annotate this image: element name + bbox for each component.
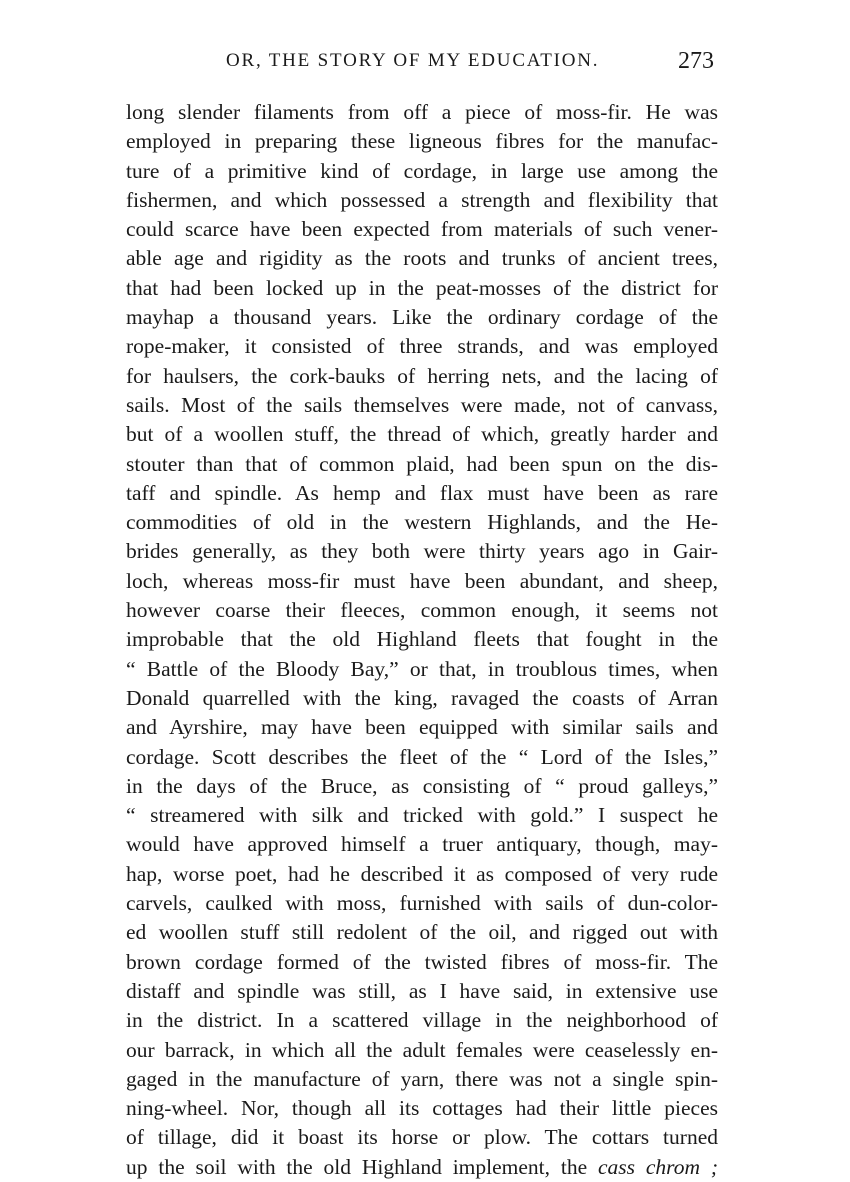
- text-line: would have approved himself a truer antiquary, though, may-: [126, 832, 718, 857]
- text-line: “ Battle of the Bloody Bay,” or that, in troublous times, when: [126, 656, 718, 681]
- text-line: employed in preparing these ligneous fibres for the manufac-: [126, 129, 718, 154]
- body-text: [126, 98, 718, 1182]
- last-line-italic: cass chrom ;: [597, 1154, 718, 1179]
- text-line: hap, worse poet, had he described it as composed of very rude: [126, 861, 718, 886]
- text-line: for haulsers, the cork-bauks of herring nets, and the lacing of: [126, 363, 718, 388]
- text-line: our barrack, in which all the adult females were ceaselessly en-: [126, 1037, 718, 1062]
- text-line: loch, whereas moss-fir must have been abundant, and sheep,: [126, 568, 718, 593]
- text-line: distaff and spindle was still, as I have said, in extensive use: [126, 978, 718, 1003]
- running-title: OR, THE STORY OF MY EDUCATION.: [226, 50, 600, 71]
- text-line: could scarce have been expected from materials of such vener-: [126, 217, 718, 242]
- text-line: mayhap a thousand years. Like the ordinary cordage of the: [126, 305, 718, 330]
- text-line: ture of a primitive kind of cordage, in large use among the: [126, 158, 718, 183]
- text-line: able age and rigidity as the roots and trunks of ancient trees,: [126, 246, 718, 271]
- text-line: ed woollen stuff still redolent of the oil, and rigged out with: [126, 920, 718, 945]
- text-line: Donald quarrelled with the king, ravaged the coasts of Arran: [126, 685, 718, 710]
- text-line: brown cordage formed of the twisted fibres of moss-fir. The: [126, 949, 718, 974]
- text-line: sails. Most of the sails themselves were made, not of canvass,: [126, 392, 718, 417]
- text-line: ning-wheel. Nor, though all its cottages had their little pieces: [126, 1096, 718, 1121]
- text-line: in the days of the Bruce, as consisting of “ proud galleys,”: [126, 773, 718, 798]
- text-line: “ streamered with silk and tricked with gold.” I suspect he: [126, 803, 718, 828]
- text-line: improbable that the old Highland fleets that fought in the: [126, 627, 718, 652]
- text-line-last: [126, 1153, 718, 1182]
- text-line: in the district. In a scattered village in the neighborhood of: [126, 1008, 718, 1033]
- text-line: cordage. Scott describes the fleet of the “ Lord of the Isles,”: [126, 744, 718, 769]
- text-line: of tillage, did it boast its horse or plow. The cottars turned: [126, 1125, 718, 1150]
- text-line: that had been locked up in the peat-mosses of the district for: [126, 275, 718, 300]
- last-line-text: up the soil with the old Highland implement, the: [126, 1154, 598, 1179]
- text-line: taff and spindle. As hemp and flax must have been as rare: [126, 480, 718, 505]
- text-line: gaged in the manufacture of yarn, there was not a single spin-: [126, 1066, 718, 1091]
- running-header: [126, 48, 718, 84]
- text-line: but of a woollen stuff, the thread of which, greatly harder and: [126, 422, 718, 447]
- text-line: long slender filaments from off a piece of moss-fir. He was: [126, 100, 718, 124]
- text-line: brides generally, as they both were thirty years ago in Gair-: [126, 539, 718, 564]
- book-page: [126, 48, 718, 1182]
- text-line: carvels, caulked with moss, furnished with sails of dun-color-: [126, 891, 718, 916]
- text-line: and Ayrshire, may have been equipped with similar sails and: [126, 715, 718, 740]
- text-line: commodities of old in the western Highlands, and the He-: [126, 510, 718, 535]
- text-line: however coarse their fleeces, common enough, it seems not: [126, 598, 718, 623]
- text-line: fishermen, and which possessed a strength and flexibility that: [126, 187, 718, 212]
- text-line: rope-maker, it consisted of three strands, and was employed: [126, 334, 718, 359]
- text-line: stouter than that of common plaid, had been spun on the dis-: [126, 451, 718, 476]
- page-number: 273: [678, 48, 714, 74]
